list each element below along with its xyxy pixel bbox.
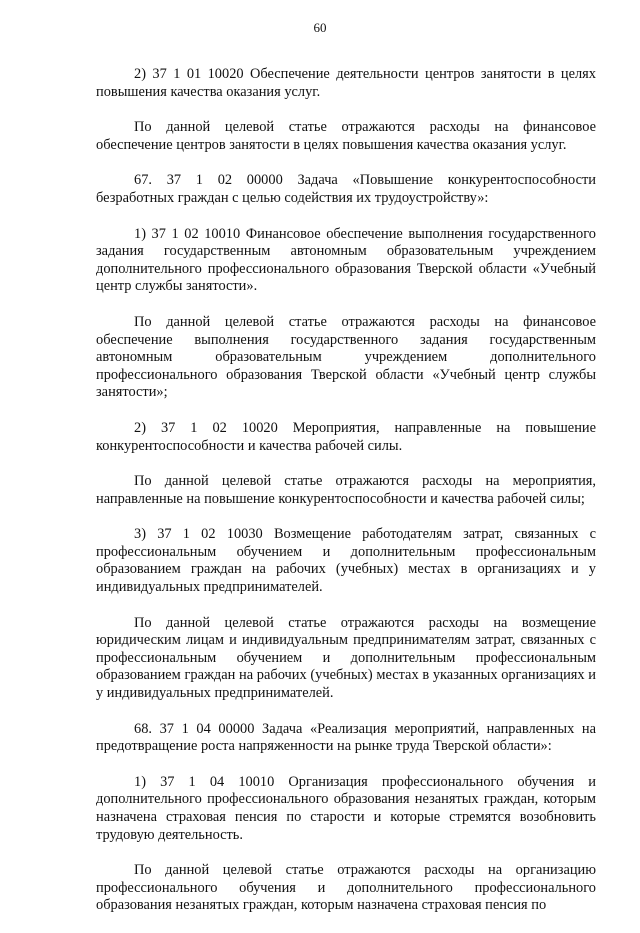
- paragraph-37-1-04-10010-title: 1) 37 1 04 10010 Организация профессионального обучения и дополнительного профессионального образования незанятых граждан, которым назначена страховая пенсия по старости и которые стремятся возобновить трудовую деятельность.: [96, 773, 596, 843]
- paragraph-37-1-02-10030-description: По данной целевой статье отражаются расходы на возмещение юридическим лицам и индивидуальным предпринимателям затрат, связанных с профессиональным обучением и дополнительным профессиональным образованием граждан на рабочих (учебных) местах в указанных организациях и у индивидуальных предпринимателей.: [96, 614, 596, 702]
- paragraph-68-task-heading: 68. 37 1 04 00000 Задача «Реализация мероприятий, направленных на предотвращение роста напряженности на рынке труда Тверской области»:: [96, 720, 596, 755]
- paragraph-37-1-01-10020-title: 2) 37 1 01 10020 Обеспечение деятельности центров занятости в целях повышения качества оказания услуг.: [96, 66, 596, 100]
- paragraph-37-1-02-10010-description: По данной целевой статье отражаются расходы на финансовое обеспечение выполнения государственного задания государственным автономным образовательным учреждением дополнительного профессионального образования Тверской области «Учебный центр службы занятости»;: [96, 313, 596, 401]
- paragraph-67-task-heading: 67. 37 1 02 00000 Задача «Повышение конкурентоспособности безработных граждан с целью содействия их трудоустройству»:: [96, 172, 596, 206]
- paragraph-37-1-02-10030-title: 3) 37 1 02 10030 Возмещение работодателям затрат, связанных с профессиональным обучением и дополнительным профессиональным образованием граждан на рабочих (учебных) местах в организациях и у индивидуальных предпринимателей.: [96, 526, 596, 596]
- paragraph-37-1-02-10010-title: 1) 37 1 02 10010 Финансовое обеспечение выполнения государственного задания государственным автономным образовательным учреждением дополнительного профессионального образования Тверской области «Учебный центр службы занятости».: [96, 225, 596, 295]
- paragraph-37-1-02-10020-title: 2) 37 1 02 10020 Мероприятия, направленные на повышение конкурентоспособности и качества рабочей силы.: [96, 419, 596, 454]
- paragraph-37-1-02-10020-description: По данной целевой статье отражаются расходы на мероприятия, направленные на повышение конкурентоспособности и качества рабочей силы;: [96, 473, 596, 507]
- document-body: [96, 66, 596, 933]
- page-number: 60: [313, 20, 327, 35]
- paragraph-37-1-04-10010-description: По данной целевой статье отражаются расходы на организацию профессионального обучения и дополнительного профессионального образования незанятых граждан, которым назначена страховая пенсия по: [96, 862, 596, 914]
- paragraph-37-1-01-10020-description: По данной целевой статье отражаются расходы на финансовое обеспечение центров занятости в целях повышения качества оказания услуг.: [96, 119, 596, 153]
